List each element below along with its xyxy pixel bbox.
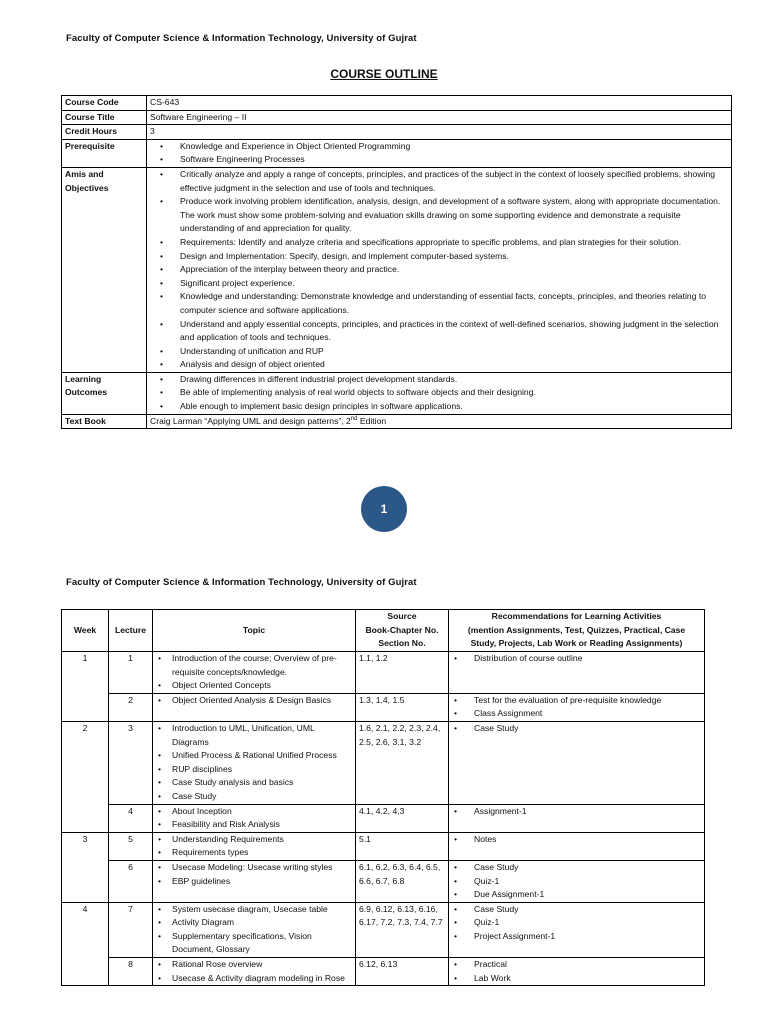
- list-item: • Drawing differences in different industrial project development standards.: [180, 373, 728, 387]
- list-item: • Software Engineering Processes: [180, 153, 728, 167]
- list-item: • Test for the evaluation of pre-requisite knowledge: [474, 694, 701, 708]
- list-item: • Appreciation of the interplay between theory and practice.: [180, 263, 728, 277]
- activities-list: [452, 805, 701, 819]
- lecture-cell: 1: [109, 652, 153, 694]
- activities-list: [452, 652, 701, 666]
- week-cell: 4: [62, 902, 109, 986]
- table-row: [62, 804, 705, 832]
- table-row: [62, 139, 732, 167]
- activities-list: [452, 694, 701, 721]
- source-cell: 1.6, 2.1, 2.2, 2.3, 2.4, 2.5, 2.6, 3.1, 3.2: [356, 721, 449, 804]
- topic-cell: [153, 652, 356, 694]
- activities-cell: [449, 860, 705, 902]
- activities-list: [452, 722, 701, 736]
- activities-cell: [449, 902, 705, 957]
- course-code-label: Course Code: [62, 96, 147, 111]
- list-item: • Understanding Requirements: [172, 833, 352, 847]
- list-item: • Due Assignment-1: [474, 888, 701, 902]
- list-item: • Feasibility and Risk Analysis: [172, 818, 352, 832]
- course-info-table: [61, 95, 732, 429]
- topic-cell: [153, 693, 356, 721]
- list-item: • Class Assignment: [474, 707, 701, 721]
- table-row: [62, 860, 705, 902]
- list-item: • Be able of implementing analysis of real world objects to software objects and their designing.: [180, 386, 728, 400]
- list-item: • Project Assignment-1: [474, 930, 701, 944]
- source-cell: 6.12, 6.13: [356, 958, 449, 986]
- header-week: Week: [62, 610, 109, 652]
- faculty-header: Faculty of Computer Science & Information Technology, University of Gujrat: [66, 33, 417, 44]
- table-row: [62, 721, 705, 804]
- list-item: • Understanding of unification and RUP: [180, 345, 728, 359]
- source-cell: 5.1: [356, 832, 449, 860]
- topic-list: [156, 903, 352, 957]
- topic-cell: [153, 721, 356, 804]
- credit-hours-value: 3: [147, 125, 732, 140]
- header-recommendations: Recommendations for Learning Activities (mention Assignments, Test, Quizzes, Practical, Case Study, Projects, Lab Work or Reading Assignments): [449, 610, 705, 652]
- header-topic: Topic: [153, 610, 356, 652]
- topic-cell: [153, 902, 356, 957]
- activities-cell: [449, 652, 705, 694]
- list-item: • Object Oriented Analysis & Design Basics: [172, 694, 352, 708]
- table-row: [62, 832, 705, 860]
- course-title-label: Course Title: [62, 110, 147, 125]
- lecture-cell: 6: [109, 860, 153, 902]
- table-row: [62, 167, 732, 372]
- prerequisite-label: Prerequisite: [62, 139, 147, 167]
- list-item: • Activity Diagram: [172, 916, 352, 930]
- topic-list: [156, 958, 352, 985]
- lecture-cell: 2: [109, 693, 153, 721]
- list-item: • Introduction of the course; Overview of pre-requisite concepts/knowledge.: [172, 652, 352, 679]
- list-item: • EBP guidelines: [172, 875, 352, 889]
- list-item: • Analysis and design of object oriented: [180, 358, 728, 372]
- list-item: • About Inception: [172, 805, 352, 819]
- list-item: • Introduction to UML, Unification, UML Diagrams: [172, 722, 352, 749]
- table-row: [62, 902, 705, 957]
- outcomes-list: [150, 373, 728, 414]
- list-item: • Supplementary specifications, Vision Document, Glossary: [172, 930, 352, 957]
- list-item: • Rational Rose overview: [172, 958, 352, 972]
- faculty-header: Faculty of Computer Science & Information Technology, University of Gujrat: [66, 577, 417, 588]
- activities-cell: [449, 958, 705, 986]
- list-item: • Usecase & Activity diagram modeling in Rose: [172, 972, 352, 986]
- topic-list: [156, 722, 352, 804]
- table-header-row: [62, 610, 705, 652]
- topic-cell: [153, 832, 356, 860]
- activities-cell: [449, 721, 705, 804]
- list-item: • Knowledge and Experience in Object Oriented Programming: [180, 140, 728, 154]
- list-item: • Produce work involving problem identification, analysis, design, and development of a software system, along with appropriate documentation. The work must show some problem-solving and evaluation skills drawing on some supporting evidence and demonstrate a requisite understanding of and appreciation for quality.: [180, 195, 728, 236]
- list-item: • Critically analyze and apply a range of concepts, principles, and practices of the subject in the context of loosely specified problems, showing effective judgment in the selection and use of tools and techniques.: [180, 168, 728, 195]
- list-item: • Requirements types: [172, 846, 352, 860]
- lecture-cell: 7: [109, 902, 153, 957]
- list-item: • Able enough to implement basic design principles in software applications.: [180, 400, 728, 414]
- list-item: • Case Study: [172, 790, 352, 804]
- schedule-body: [62, 652, 705, 986]
- text-book-value: Craig Larman “Applying UML and design patterns”, 2nd Edition: [147, 414, 732, 429]
- source-cell: 1.1, 1.2: [356, 652, 449, 694]
- list-item: • Notes: [474, 833, 701, 847]
- source-cell: 6.1, 6.2, 6.3, 6.4, 6.5, 6.6, 6.7, 6.8: [356, 860, 449, 902]
- list-item: • Case Study: [474, 861, 701, 875]
- topic-list: [156, 694, 352, 708]
- list-item: • Design and Implementation: Specify, design, and implement computer-based systems.: [180, 250, 728, 264]
- activities-cell: [449, 804, 705, 832]
- list-item: • Object Oriented Concepts: [172, 679, 352, 693]
- table-row: [62, 125, 732, 140]
- lecture-cell: 8: [109, 958, 153, 986]
- table-row: [62, 693, 705, 721]
- list-item: • Case Study analysis and basics: [172, 776, 352, 790]
- learning-outcomes-label: Learning Outcomes: [62, 372, 147, 414]
- topic-cell: [153, 958, 356, 986]
- lecture-schedule-table: [61, 609, 705, 986]
- source-cell: 1.3, 1.4, 1.5: [356, 693, 449, 721]
- activities-list: [452, 861, 701, 902]
- week-cell: 1: [62, 652, 109, 722]
- list-item: • Knowledge and understanding: Demonstrate knowledge and understanding of essential facts, concepts, principles, and theories relating to computer science and software applications.: [180, 290, 728, 317]
- source-cell: 6.9, 6.12, 6.13, 6.16, 6.17, 7.2, 7.3, 7.4, 7.7: [356, 902, 449, 957]
- list-item: • System usecase diagram, Usecase table: [172, 903, 352, 917]
- lecture-cell: 3: [109, 721, 153, 804]
- activities-cell: [449, 832, 705, 860]
- table-row: [62, 414, 732, 429]
- week-cell: 2: [62, 721, 109, 832]
- credit-hours-label: Credit Hours: [62, 125, 147, 140]
- topic-list: [156, 805, 352, 832]
- prerequisite-list: [150, 140, 728, 167]
- aims-label: Amis and Objectives: [62, 167, 147, 372]
- list-item: • Lab Work: [474, 972, 701, 986]
- list-item: • Assignment-1: [474, 805, 701, 819]
- header-source: Source Book-Chapter No. Section No.: [356, 610, 449, 652]
- list-item: • Usecase Modeling: Usecase writing styles: [172, 861, 352, 875]
- activities-list: [452, 903, 701, 944]
- page-title: COURSE OUTLINE: [330, 67, 438, 81]
- list-item: • RUP disciplines: [172, 763, 352, 777]
- week-cell: 3: [62, 832, 109, 902]
- course-code-value: CS-643: [147, 96, 732, 111]
- list-item: • Significant project experience.: [180, 277, 728, 291]
- lecture-cell: 5: [109, 832, 153, 860]
- activities-cell: [449, 693, 705, 721]
- table-row: [62, 958, 705, 986]
- list-item: • Case Study: [474, 722, 701, 736]
- table-row: [62, 110, 732, 125]
- list-item: • Requirements: Identify and analyze criteria and specifications appropriate to specific problems, and plan strategies for their solution.: [180, 236, 728, 250]
- table-row: [62, 96, 732, 111]
- topic-cell: [153, 860, 356, 902]
- table-row: [62, 652, 705, 694]
- topic-list: [156, 652, 352, 693]
- source-cell: 4.1, 4.2, 4.3: [356, 804, 449, 832]
- list-item: • Case Study: [474, 903, 701, 917]
- activities-list: [452, 833, 701, 847]
- table-row: [62, 372, 732, 414]
- list-item: • Quiz-1: [474, 916, 701, 930]
- header-lecture: Lecture: [109, 610, 153, 652]
- list-item: • Practical: [474, 958, 701, 972]
- list-item: • Quiz-1: [474, 875, 701, 889]
- page-number-badge: 1: [361, 486, 407, 532]
- topic-list: [156, 833, 352, 860]
- course-title-value: Software Engineering – II: [147, 110, 732, 125]
- topic-cell: [153, 804, 356, 832]
- list-item: • Understand and apply essential concepts, principles, and practices in the context of well-defined scenarios, showing judgment in the selection and application of tools and techniques.: [180, 318, 728, 345]
- list-item: • Unified Process & Rational Unified Process: [172, 749, 352, 763]
- list-item: • Distribution of course outline: [474, 652, 701, 666]
- topic-list: [156, 861, 352, 888]
- activities-list: [452, 958, 701, 985]
- lecture-cell: 4: [109, 804, 153, 832]
- text-book-label: Text Book: [62, 414, 147, 429]
- aims-list: [150, 168, 728, 372]
